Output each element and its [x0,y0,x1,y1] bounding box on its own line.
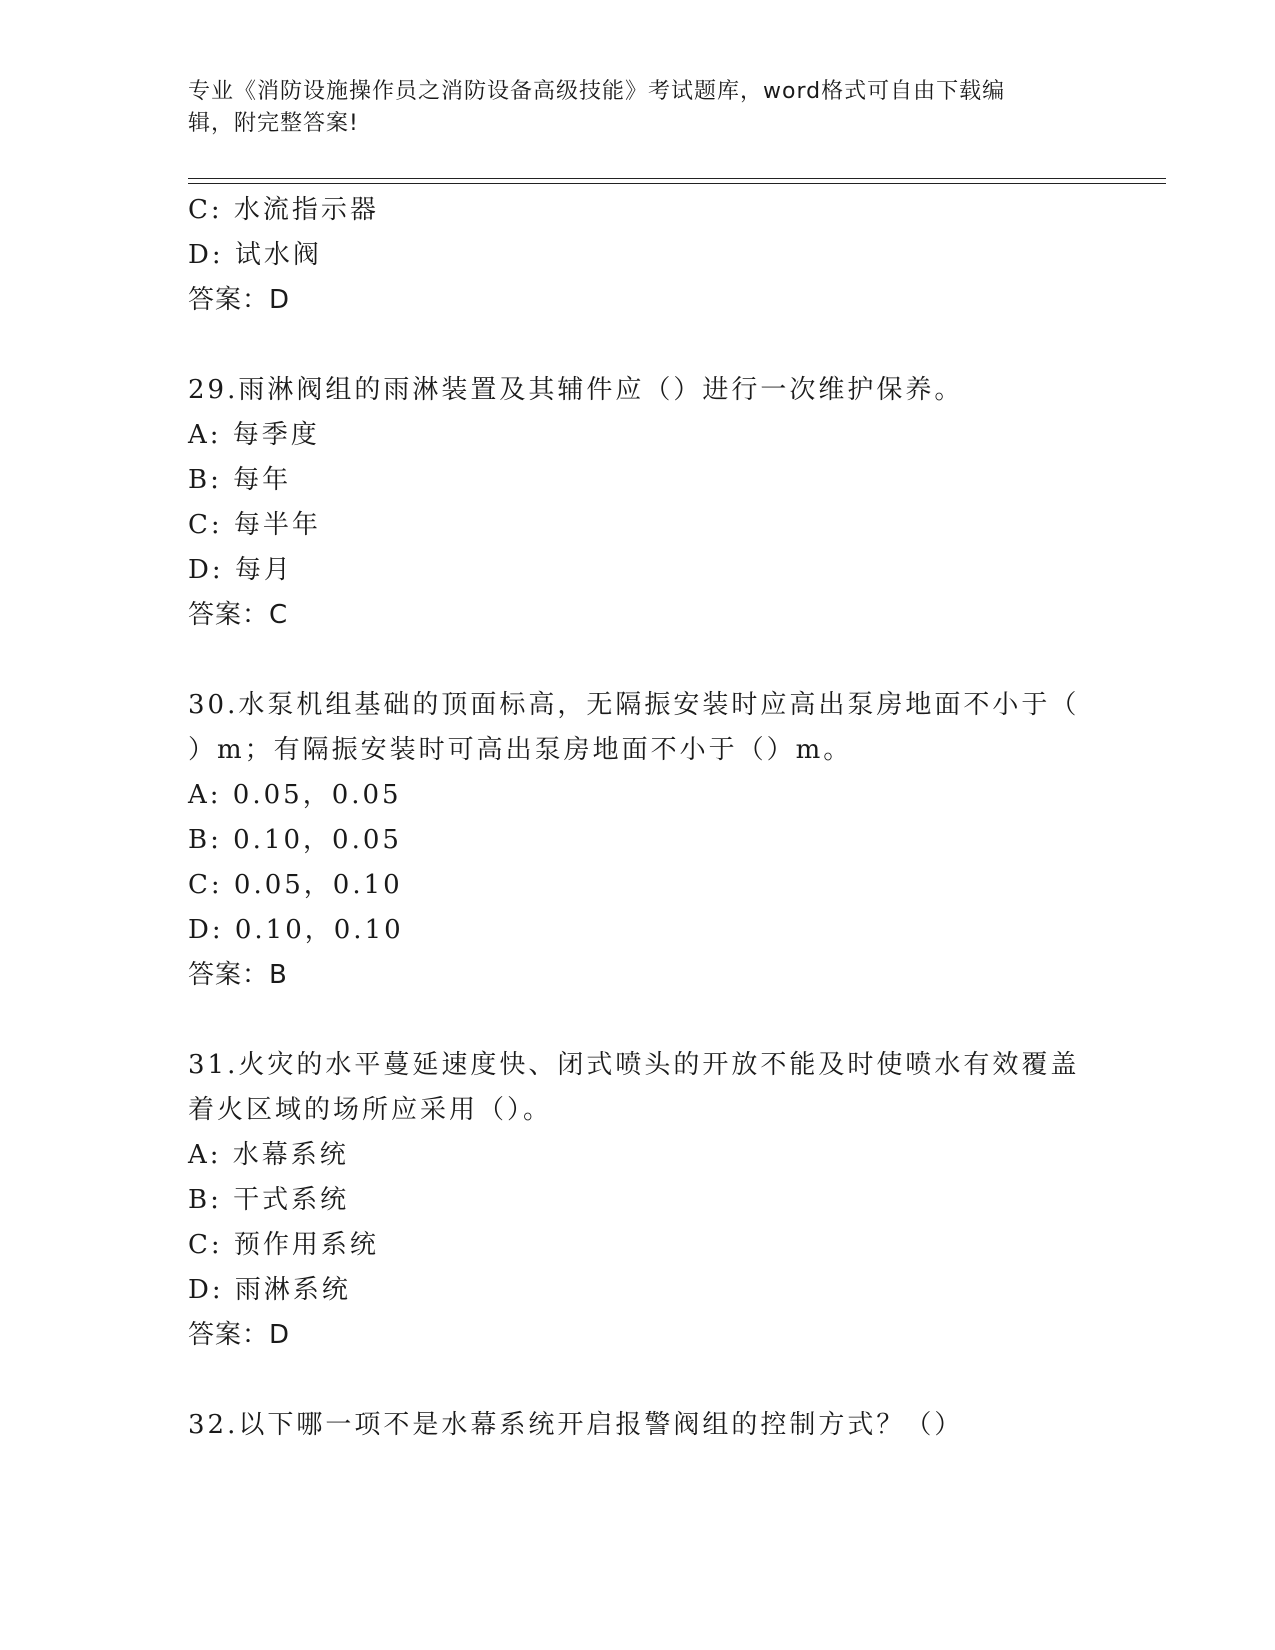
q30-option-a: A: 0.05，0.05 [188,780,402,810]
q30-option-b: B: 0.10，0.05 [188,825,402,855]
q30-option-d: D: 0.10，0.10 [188,915,404,945]
q28-option-c: C: 水流指示器 [188,195,379,225]
q31-option-c: C: 预作用系统 [188,1230,379,1260]
document-header [188,76,1088,140]
q29-option-d: D: 每月 [188,555,293,585]
q31-option-b: B: 干式系统 [188,1185,350,1215]
q29-option-c: C: 每半年 [188,510,321,540]
q30-stem-line-2: ）m；有隔振安装时可高出泵房地面不小于（）m。 [188,735,853,765]
header-line-1: 专业《消防设施操作员之消防设备高级技能》考试题库，word格式可自由下载编 [188,79,1006,104]
q31-stem-line-2: 着火区域的场所应采用（）。 [188,1095,553,1125]
q31-answer: 答案：D [188,1320,291,1350]
q29-option-b: B: 每年 [188,465,292,495]
header-line-2: 辑，附完整答案! [188,111,359,136]
q29-answer: 答案：C [188,600,289,630]
q29-option-a: A: 每季度 [188,420,320,450]
q30-option-c: C: 0.05，0.10 [188,870,403,900]
q31-option-d: D: 雨淋系统 [188,1275,351,1305]
q32-stem: 32.以下哪一项不是水幕系统开启报警阀组的控制方式？（） [188,1410,964,1440]
q28-option-d: D: 试水阀 [188,240,322,270]
q31-stem-line-1: 31.火灾的水平蔓延速度快、闭式喷头的开放不能及时使喷水有效覆盖 [188,1050,1080,1080]
q30-stem-line-1: 30.水泵机组基础的顶面标高，无隔振安装时应高出泵房地面不小于（ [188,690,1080,720]
q31-option-a: A: 水幕系统 [188,1140,349,1170]
q30-answer: 答案：B [188,960,288,990]
header-divider-bottom [188,183,1166,184]
q29-stem: 29.雨淋阀组的雨淋装置及其辅件应（）进行一次维护保养。 [188,375,964,405]
q28-answer: 答案：D [188,285,291,315]
header-divider-top [188,178,1166,179]
